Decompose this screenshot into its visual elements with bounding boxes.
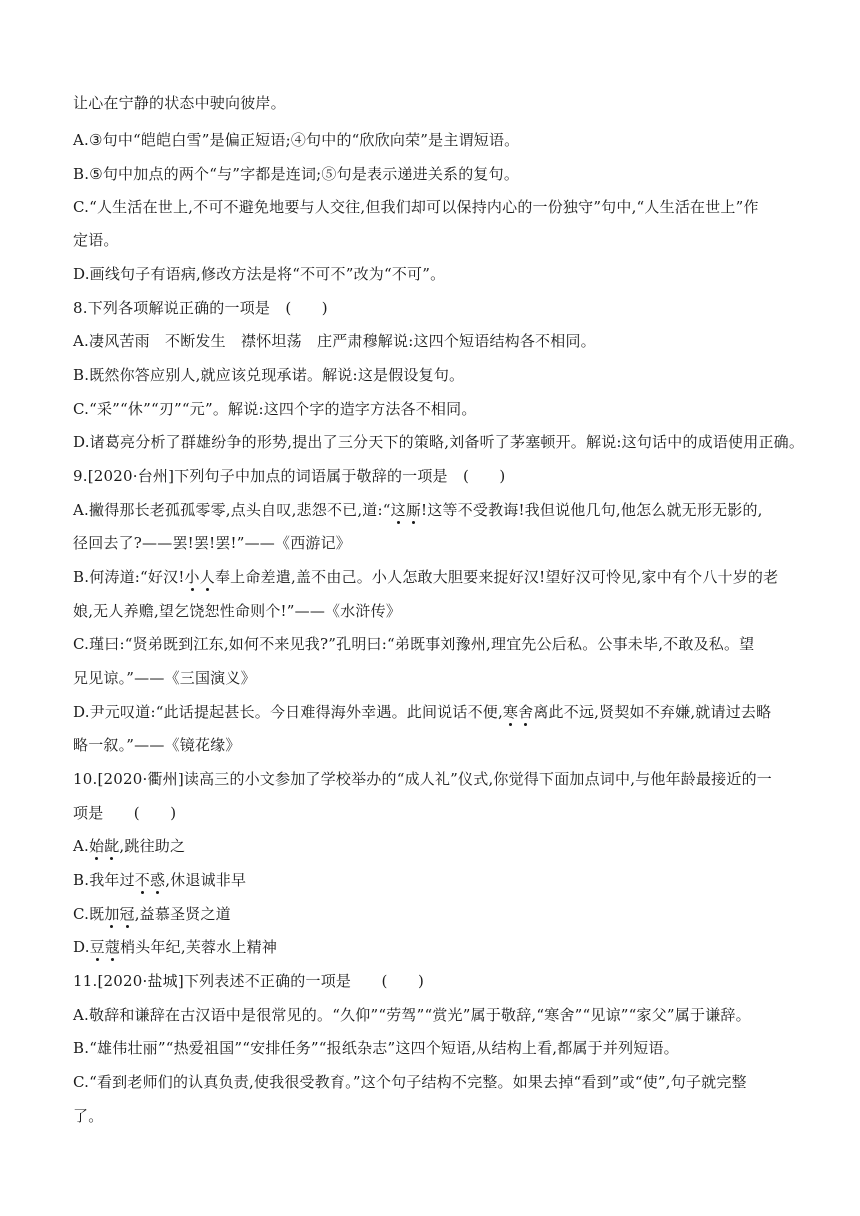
option-line: C.“看到老师们的认真负责,使我很受教育。”这个句子结构不完整。如果去掉“看到”或“使”,句子就完整 <box>73 1073 747 1091</box>
text-line: 娘,无人养赡,望乞饶恕性命则个!”——《水浒传》 <box>73 602 402 620</box>
text-line: 略一叙。”——《镜花缘》 <box>73 736 241 754</box>
emphasis-dot-char: 厮 <box>405 501 422 519</box>
option-line: D.尹元叹道:“此话提起甚长。今日难得海外幸遇。此间说话不便,寒舍离此不远,贤契如不弃嫌,就请过去略 <box>73 703 772 721</box>
emphasis-dot-char: 始 <box>89 837 105 855</box>
question-stem: 8.下列各项解说正确的一项是 ( ) <box>73 299 328 317</box>
emphasis-dot-char: 蔻 <box>104 938 121 956</box>
option-line: D.画线句子有语病,修改方法是将“不可不”改为“不可”。 <box>73 265 446 283</box>
option-line: C.既加冠,益慕圣贤之道 <box>73 905 231 923</box>
text-line: 让心在宁静的状态中驶向彼岸。 <box>73 94 286 112</box>
option-line: C.“人生活在世上,不可不避免地要与人交往,但我们却可以保持内心的一份独守”句中,“人生活在世上”作 <box>73 198 759 216</box>
emphasis-dot-char: 寒 <box>502 703 519 721</box>
question-stem: 11.[2020·盐城]下列表述不正确的一项是 ( ) <box>73 972 425 990</box>
text-line: 径回去了?——罢!罢!罢!”——《西游记》 <box>73 534 351 552</box>
option-line: B.既然你答应别人,就应该兑现承诺。解说:这是假设复句。 <box>73 366 465 384</box>
option-line: A.敬辞和谦辞在古汉语中是很常见的。“久仰”“劳驾”“赏光”属于敬辞,“寒舍”“见谅”“家父”属于谦辞。 <box>73 1006 751 1024</box>
emphasis-dot-char: 不 <box>134 871 150 889</box>
option-line: B.何涛道:“好汉!小人奉上命差遣,盖不由己。小人怎敢大胆要来捉好汉!望好汉可怜见,家中有个八十岁的老 <box>73 568 779 586</box>
option-line: C.“采”“休”“刃”“元”。解说:这四个字的造字方法各不相同。 <box>73 400 477 418</box>
option-line: A.撇得那长老孤孤零零,点头自叹,悲怨不已,道:“这厮!这等不受教诲!我但说他几句,他怎么就无形无影的, <box>73 501 763 519</box>
option-line: B.“雄伟壮丽”“热爱祖国”“安排任务”“报纸杂志”这四个短语,从结构上看,都属于并列短语。 <box>73 1039 679 1057</box>
option-line: B.我年过不惑,休退诚非早 <box>73 871 247 889</box>
option-line: B.⑤句中加点的两个“与”字都是连词;⑤句是表示递进关系的复句。 <box>73 165 520 183</box>
emphasis-dot-char: 这 <box>390 501 406 519</box>
text-line: 项是 ( ) <box>73 804 177 822</box>
emphasis-dot-char: 惑 <box>150 871 166 889</box>
emphasis-dot-char: 龀 <box>104 837 120 855</box>
text-line: 定语。 <box>73 231 119 249</box>
option-line: D.诸葛亮分析了群雄纷争的形势,提出了三分天下的策略,刘备听了茅塞顿开。解说:这句话中的成语使用正确。 <box>73 433 805 451</box>
option-line: C.瑾曰:“贤弟既到江东,如何不来见我?”孔明曰:“弟既事刘豫州,理宜先公后私。公事未毕,不敢及私。望 <box>73 635 755 653</box>
emphasis-dot-char: 加 <box>104 905 120 923</box>
question-stem: 10.[2020·衢州]读高三的小文参加了学校举办的“成人礼”仪式,你觉得下面加点词中,与他年龄最接近的一 <box>73 770 772 788</box>
emphasis-dot-char: 豆 <box>89 938 105 956</box>
text-line: 了。 <box>73 1107 104 1125</box>
emphasis-dot-char: 小 <box>184 568 200 586</box>
option-line: A.③句中“皑皑白雪”是偏正短语;④句中的“欣欣向荣”是主谓短语。 <box>73 131 520 149</box>
emphasis-dot-char: 冠 <box>119 905 135 923</box>
question-stem: 9.[2020·台州]下列句子中加点的词语属于敬辞的一项是 ( ) <box>73 467 506 485</box>
option-line: D.豆蔻梢头年纪,芙蓉水上精神 <box>73 938 278 956</box>
emphasis-dot-char: 人 <box>199 568 215 586</box>
emphasis-dot-char: 舍 <box>518 703 534 721</box>
option-line: A.始龀,跳往助之 <box>73 837 186 855</box>
text-line: 兄见谅。”——《三国演义》 <box>73 669 256 687</box>
option-line: A.凄风苦雨 不断发生 襟怀坦荡 庄严肃穆解说:这四个短语结构各不相同。 <box>73 332 596 350</box>
